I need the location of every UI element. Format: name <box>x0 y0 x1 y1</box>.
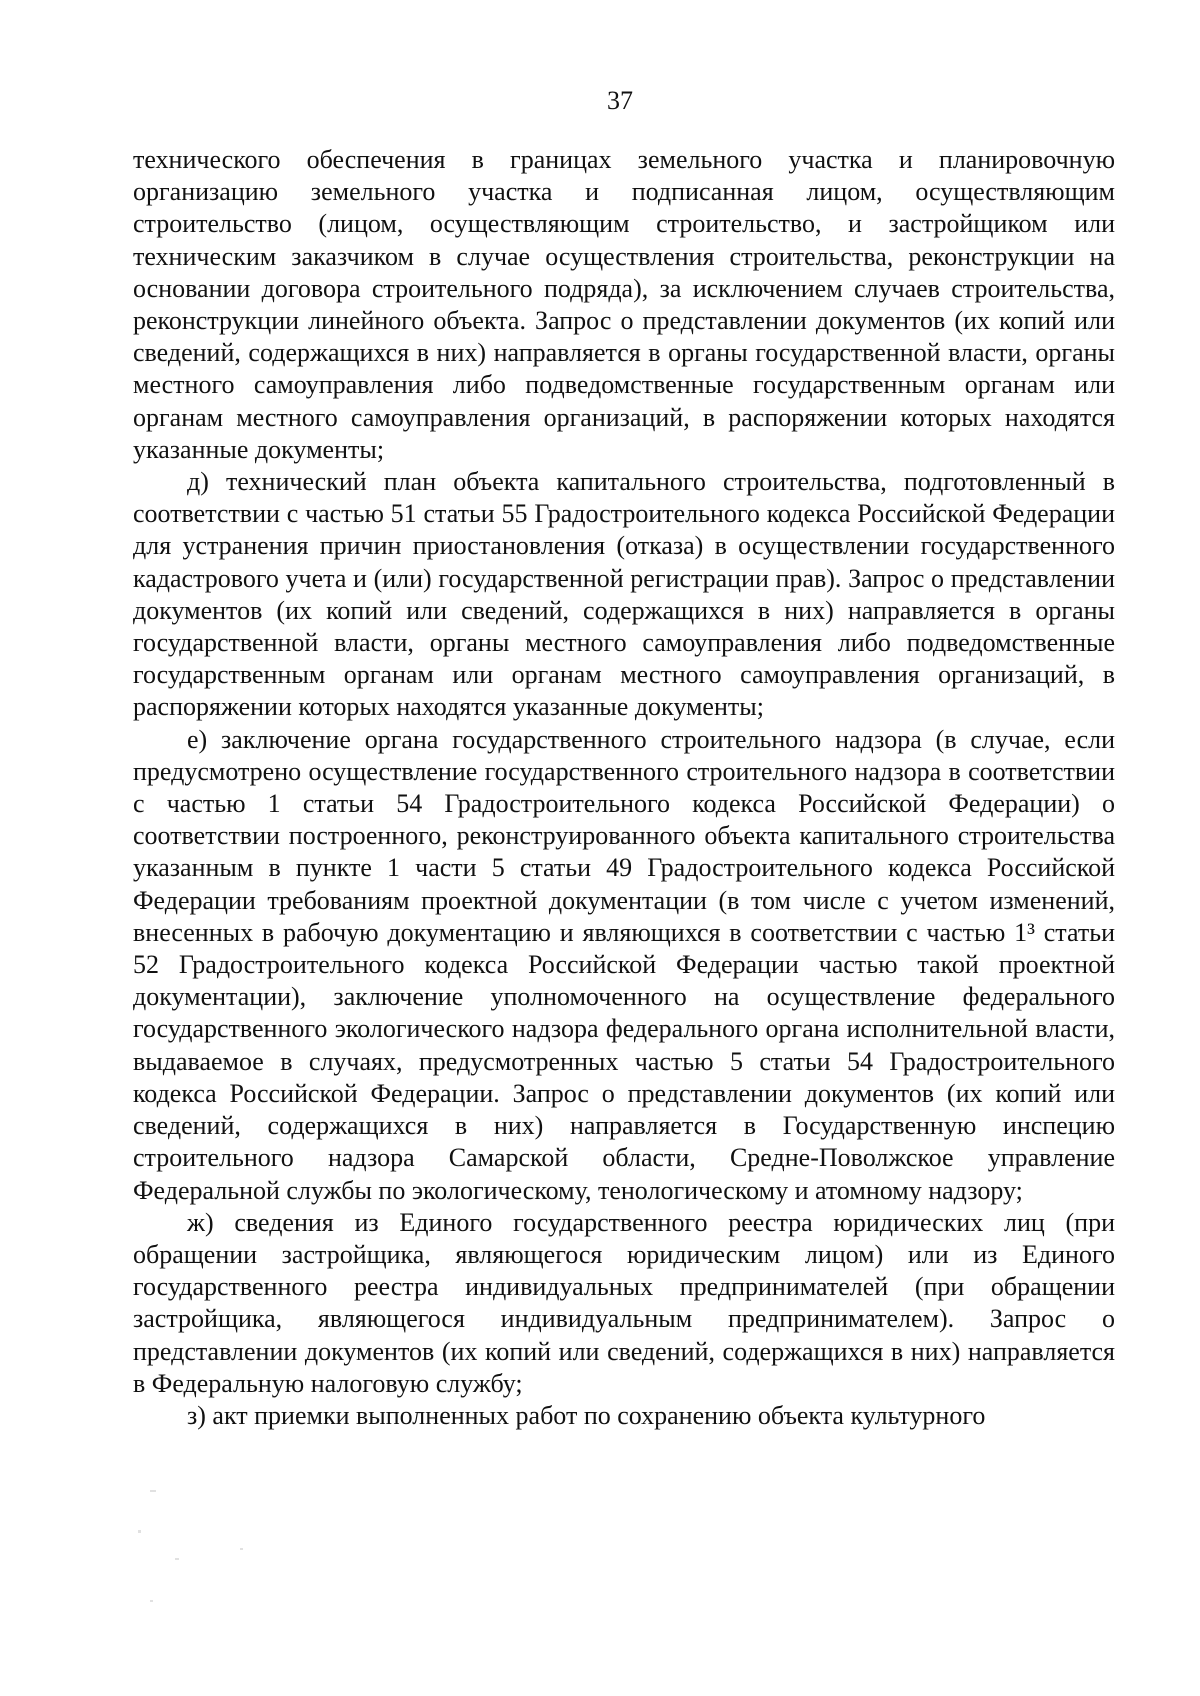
page-number: 37 <box>607 86 633 115</box>
scan-artifact <box>240 1548 243 1550</box>
paragraph-z-acceptance-act: з) акт приемки выполненных работ по сохранению объекта культурного <box>187 1400 986 1430</box>
paragraph-d-technical-plan: д) технический план объекта капитального строительства, подготовленный в соответствии с частью 51 статьи 55 Градостроительного кодекса Российской Федерации для устранения причин приостановления (отказа) в осуществлении государственного кадастрового учета и (или) государственной регистрации прав). Запрос о представлении документов (их копий или сведений, содержащихся в них) направляется в органы государственной власти, органы местного самоуправления либо подведомственные государственным органам или органам местного самоуправления организаций, в распоряжении которых находятся указанные документы; <box>133 467 1115 722</box>
scan-artifact <box>138 1530 141 1533</box>
paragraph-zh-registry-info: ж) сведения из Единого государственного реестра юридических лиц (при обращении застройщика, являющегося юридическим лицом) или из Единого государственного реестра индивидуальных предпринимателей (при обращении застройщика, являющегося индивидуальным предпринимателем). Запрос о представлении документов (их копий или сведений, содержащихся в них) направляется в Федеральную налоговую службу; <box>133 1207 1115 1398</box>
paragraph-e-construction-supervision: е) заключение органа государственного строительного надзора (в случае, если предусмотрено осуществление государственного строительного надзора в соответствии с частью 1 статьи 54 Градостроительного кодекса Российской Федерации) о соответствии построенного, реконструированного объекта капитального строительства указанным в пункте 1 части 5 статьи 49 Градостроительного кодекса Российской Федерации требованиям проектной документации (в том числе с учетом изменений, внесенных в рабочую документацию и являющихся в соответствии с частью 1³ статьи 52 Градостроительного кодекса Российской Федерации частью такой проектной документации), заключение уполномоченного на осуществление федерального государственного экологического надзора федерального органа исполнительной власти, выдаваемое в случаях, предусмотренных частью 5 статьи 54 Градостроительного кодекса Российской Федерации. Запрос о представлении документов (их копий или сведений, содержащихся в них) направляется в Государственную инспецию строительного надзора Самарской области, Средне-Поволжское управление Федеральной службы по экологическому, тенологическому и атомному надзору; <box>133 724 1115 1205</box>
scan-artifact <box>150 1490 156 1492</box>
document-body <box>133 144 1115 1432</box>
paragraph-continuation: технического обеспечения в границах земельного участка и планировочную организацию земельного участка и подписанная лицом, осуществляющим строительство (лицом, осуществляющим строительство, и застройщиком или техническим заказчиком в случае осуществления строительства, реконструкции на основании договора строительного подряда), за исключением случаев строительства, реконструкции линейного объекта. Запрос о представлении документов (их копий или сведений, содержащихся в них) направляется в органы государственной власти, органы местного самоуправления либо подведомственные государственным органам или органам местного самоуправления организаций, в распоряжении которых находятся указанные документы; <box>133 145 1115 464</box>
scan-artifact <box>150 1600 153 1602</box>
scan-artifact <box>175 1558 179 1560</box>
